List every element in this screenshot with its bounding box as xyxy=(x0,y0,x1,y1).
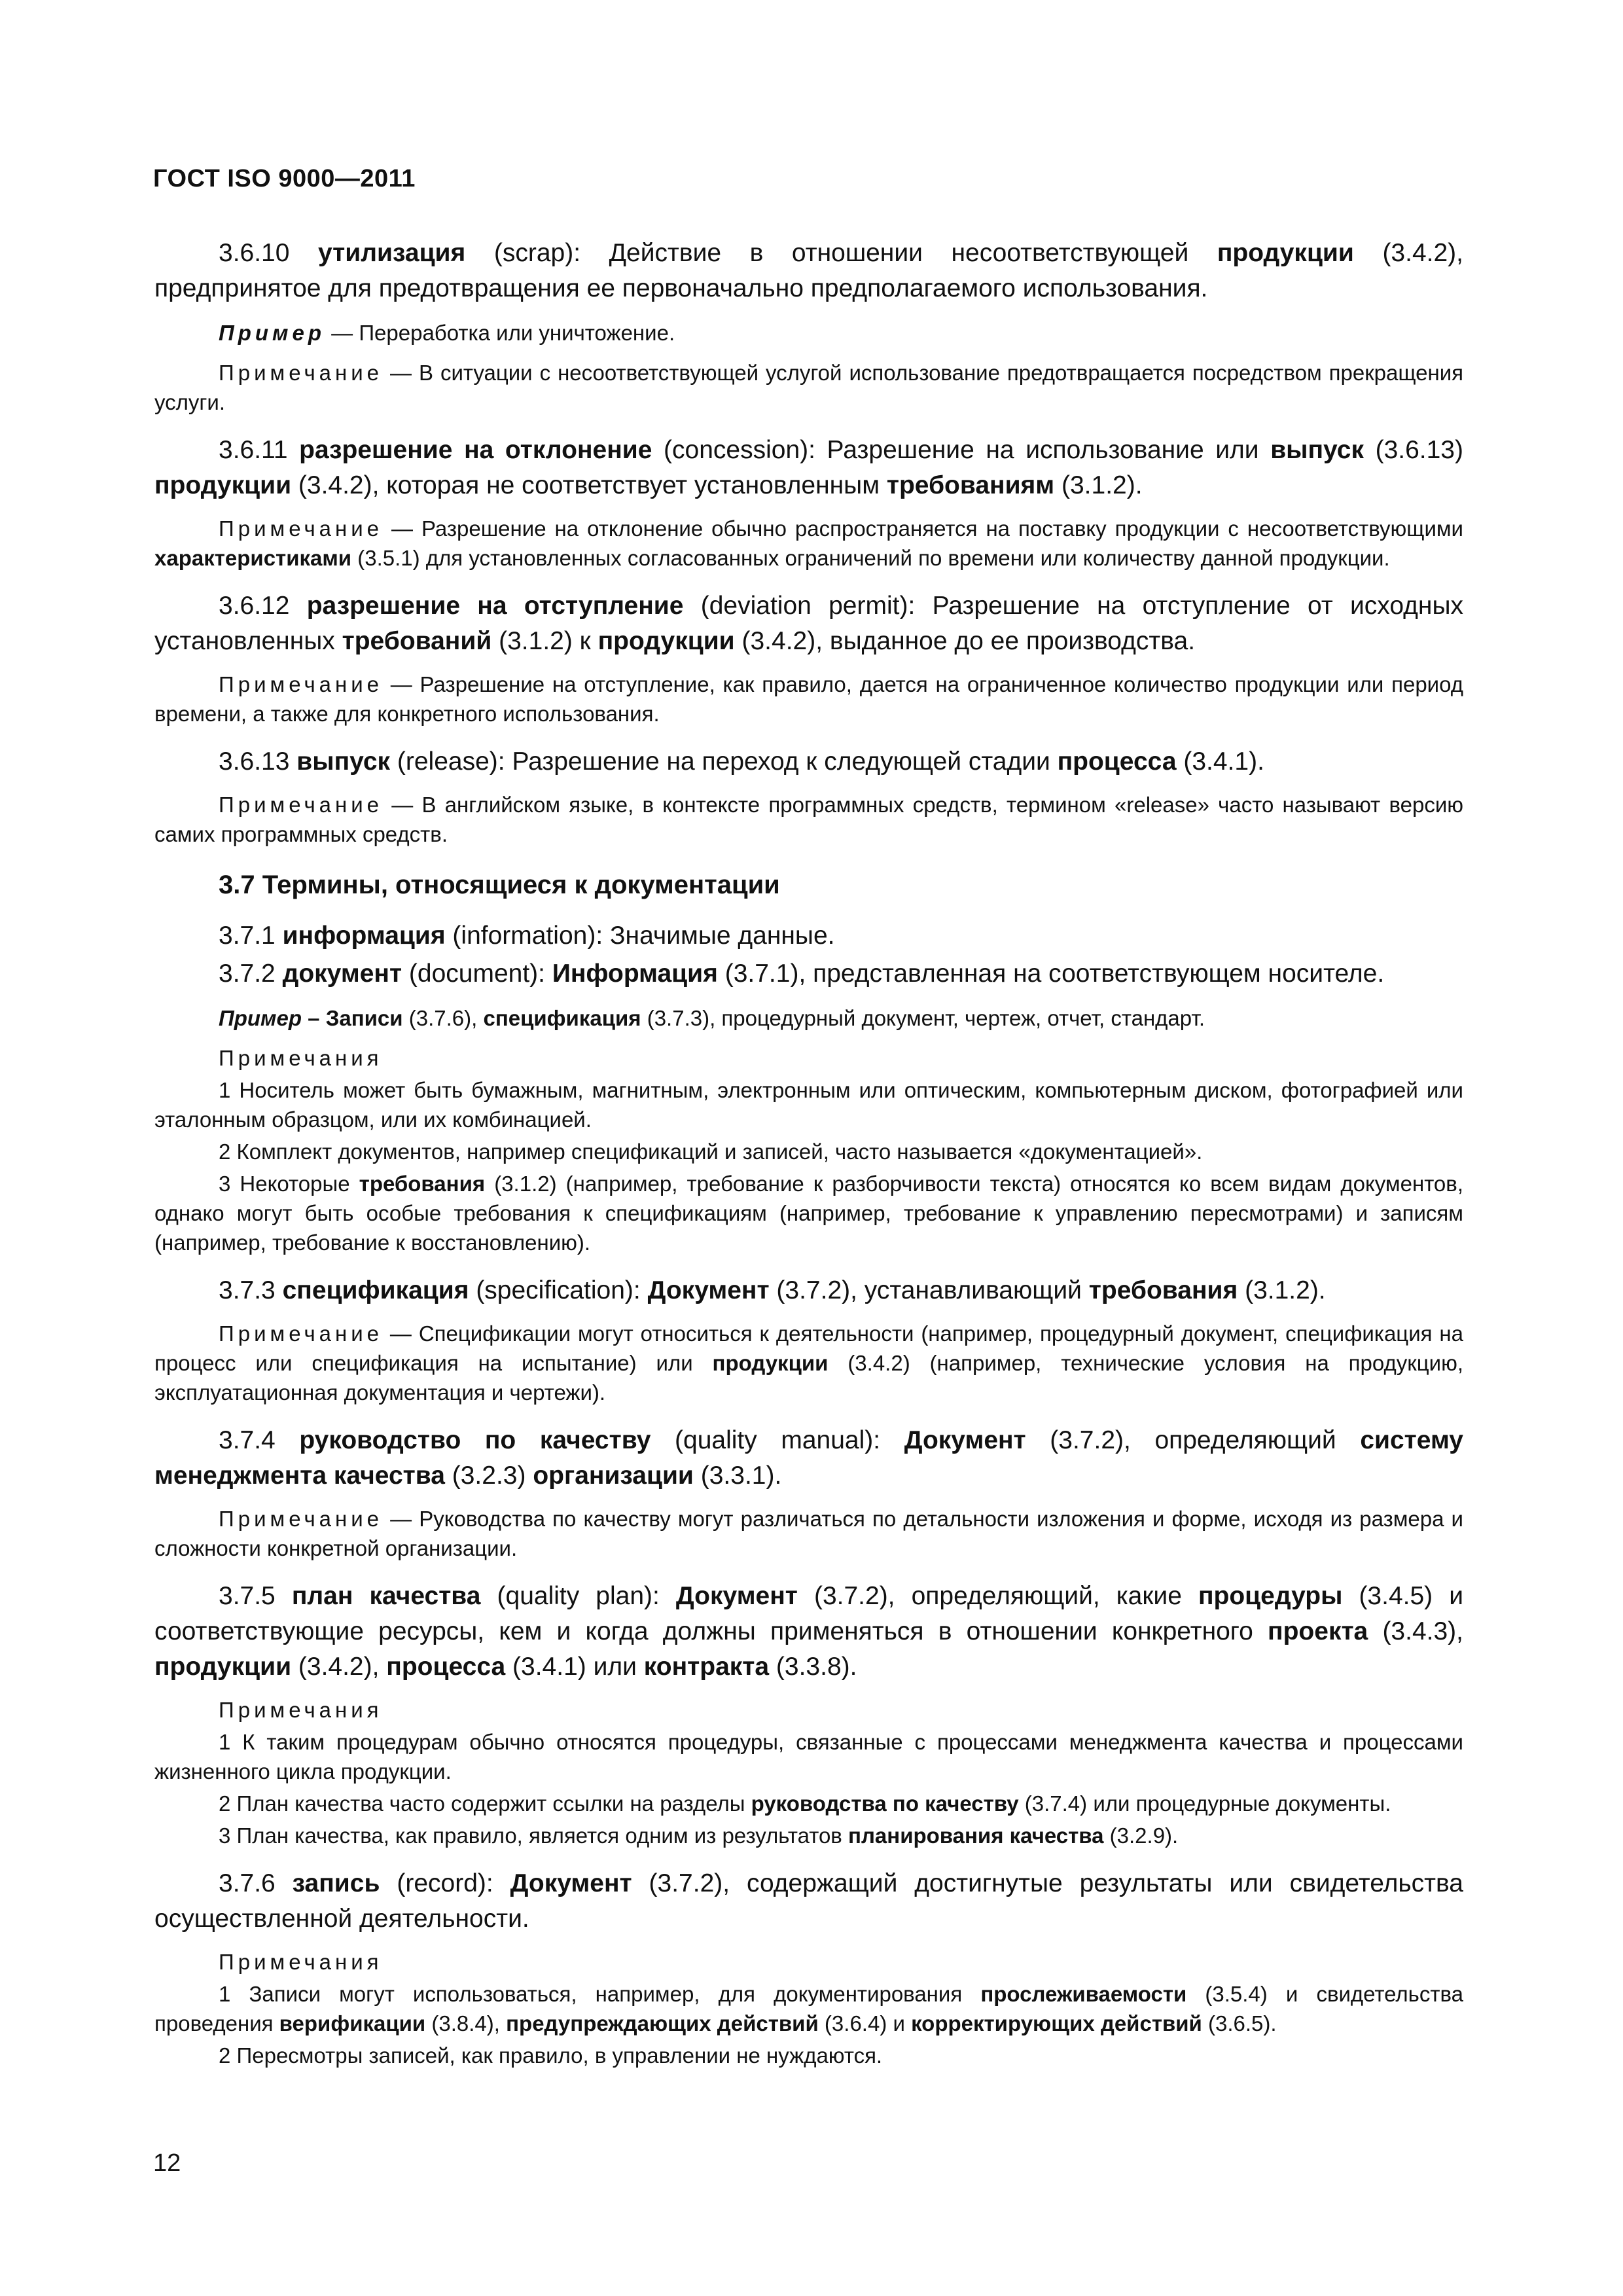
term-ref: продукции xyxy=(597,627,735,655)
term-text: (3.7.2), устанавливающий xyxy=(769,1276,1089,1304)
term-name: разрешение на отклонение xyxy=(299,436,652,464)
term-text: (3.3.8). xyxy=(769,1653,857,1681)
example-dash: – xyxy=(301,1006,326,1030)
term-text: (scrap): Действие в отношении несоответствующей xyxy=(465,239,1217,267)
note-item: 2 Пересмотры записей, как правило, в управлении не нуждаются. xyxy=(219,2043,883,2068)
term-text: (3.1.2). xyxy=(1054,471,1143,499)
note-item xyxy=(154,1979,1463,2038)
note-ref: предупреждающих действий xyxy=(506,2011,819,2036)
page-number: 12 xyxy=(153,2149,181,2177)
example-ref: Записи xyxy=(325,1006,403,1030)
term-ref: Документ xyxy=(647,1276,770,1304)
term-ref: Информация xyxy=(552,960,718,988)
note-item xyxy=(154,1789,1463,1818)
term-text: (quality plan): xyxy=(480,1582,676,1610)
term-name: план качества xyxy=(291,1582,481,1610)
note-text: (3.5.1) для установленных согласованных ограничений по времени или количеству данной продукции. xyxy=(351,546,1390,570)
note-text: — Разрешение на отступление, как правило, дается на ограниченное количество продукции или период времени, а также для конкретного использования. xyxy=(154,672,1463,726)
term-3-7-4 xyxy=(154,1423,1463,1494)
term-text: (document): xyxy=(402,960,552,988)
term-number: 3.6.11 xyxy=(219,436,300,464)
term-number: 3.7.6 xyxy=(219,1869,293,1897)
note-label: Примечание xyxy=(219,1321,383,1346)
term-3-7-3 xyxy=(154,1273,1463,1308)
term-ref: продукции xyxy=(1217,239,1354,267)
note-text: (3.4.2) (например, технические условия на продукцию, эксплуатационная документация и чертежи). xyxy=(154,1351,1463,1405)
note-3-6-11 xyxy=(154,514,1463,573)
term-number: 3.7.3 xyxy=(219,1276,283,1304)
term-ref: процесса xyxy=(1057,747,1177,776)
term-text: (concession): Разрешение на использование или xyxy=(652,436,1271,464)
note-text: (3.6.4) и xyxy=(818,2011,912,2036)
term-number: 3.7.4 xyxy=(219,1426,300,1454)
example-label: Пример xyxy=(219,321,325,345)
term-text: (3.7.2), содержащий достигнутые результаты или свидетельства осуществленной деятельности. xyxy=(154,1869,1463,1933)
note-item: 2 Комплект документов, например спецификаций и записей, часто называется «документацией». xyxy=(219,1139,1203,1164)
term-3-6-11 xyxy=(154,433,1463,503)
note-item xyxy=(154,1821,1463,1850)
term-ref: Документ xyxy=(510,1869,632,1897)
section-heading-3-7: 3.7 Термины, относящиеся к документации xyxy=(219,870,780,899)
note-item: 1 Носитель может быть бумажным, магнитным, электронным или оптическим, компьютерным диском, фотографией или эталонным образцом, или их комбинацией. xyxy=(154,1078,1463,1132)
term-text: (3.7.2), определяющий xyxy=(1026,1426,1361,1454)
term-text: (3.3.1). xyxy=(693,1462,782,1490)
note-3-7-3 xyxy=(154,1319,1463,1407)
term-number: 3.6.13 xyxy=(219,747,297,776)
term-text: (3.4.1). xyxy=(1176,747,1264,776)
note-ref: продукции xyxy=(712,1351,829,1375)
term-name: утилизация xyxy=(318,239,466,267)
note-text: 1 Записи могут использоваться, например, для документирования xyxy=(219,1982,981,2006)
note-ref: руководства по качеству xyxy=(751,1791,1019,1816)
note-item xyxy=(154,1169,1463,1257)
term-ref: требованиям xyxy=(886,471,1055,499)
term-3-6-13 xyxy=(154,744,1463,780)
term-text: (3.4.2), предпринятое для предотвращения ее первоначально предполагаемого использования. xyxy=(154,239,1463,302)
term-text: (3.4.2), выданное до ее производства. xyxy=(734,627,1196,655)
note-ref: требования xyxy=(359,1172,486,1196)
term-ref: требования xyxy=(1088,1276,1238,1304)
note-text: — В ситуации с несоответствующей услугой использование предотвращается посредством прекращения услуги. xyxy=(154,361,1463,414)
note-ref: прослеживаемости xyxy=(980,1982,1187,2006)
note-label: Примечание xyxy=(219,672,383,696)
term-name: документ xyxy=(282,960,402,988)
term-ref: требований xyxy=(342,627,492,655)
example-text: (3.7.6), xyxy=(402,1006,484,1030)
term-3-7-6 xyxy=(154,1866,1463,1937)
term-text: (3.6.13) xyxy=(1363,436,1463,464)
term-text: (3.7.1), представленная на соответствующем носителе. xyxy=(717,960,1385,988)
note-text: 2 План качества часто содержит ссылки на разделы xyxy=(219,1791,751,1816)
note-text: (3.2.9). xyxy=(1103,1823,1179,1848)
note-item: 1 К таким процедурам обычно относятся процедуры, связанные с процессами менеджмента качества и процессами жизненного цикла продукции. xyxy=(154,1730,1463,1784)
example-3-6-10 xyxy=(154,318,1463,348)
term-ref: Документ xyxy=(675,1582,798,1610)
term-3-6-12 xyxy=(154,588,1463,659)
example-label: Пример xyxy=(219,1006,302,1030)
term-text: (3.4.3), xyxy=(1368,1617,1463,1645)
note-text: (3.5.4) и свидетельства проведения xyxy=(154,1982,1463,2036)
note-text: 3 План качества, как правило, является одним из результатов xyxy=(219,1823,849,1848)
note-ref: планирования качества xyxy=(848,1823,1104,1848)
term-name: руководство по качеству xyxy=(299,1426,651,1454)
note-ref: верификации xyxy=(279,2011,426,2036)
term-name: запись xyxy=(292,1869,380,1897)
term-ref: систему менеджмента качества xyxy=(154,1426,1463,1490)
term-text: (3.1.2). xyxy=(1238,1276,1326,1304)
term-3-7-1 xyxy=(154,918,1463,954)
term-text: (3.7.2), определяющий, какие xyxy=(797,1582,1198,1610)
notes-title-3-7-6: Примечания xyxy=(219,1950,383,1974)
note-3-7-4 xyxy=(154,1504,1463,1563)
term-ref: процедуры xyxy=(1198,1582,1343,1610)
term-text: (record): xyxy=(380,1869,510,1897)
note-label: Примечание xyxy=(219,793,383,817)
term-3-7-2 xyxy=(154,956,1463,992)
note-text: (3.1.2) (например, требование к разборчивости текста) относятся ко всем видам документов, однако могут быть особые требования к спецификациям (например, требование к управлению пересмотрами) и записям (например, требование к восстановлению). xyxy=(154,1172,1463,1255)
term-text: (quality manual): xyxy=(651,1426,904,1454)
note-ref: корректирующих действий xyxy=(911,2011,1202,2036)
term-3-7-5 xyxy=(154,1579,1463,1685)
term-ref: выпуск xyxy=(1270,436,1364,464)
note-text: 3 Некоторые xyxy=(219,1172,359,1196)
term-text: (3.2.3) xyxy=(444,1462,533,1490)
note-text: (3.7.4) или процедурные документы. xyxy=(1018,1791,1391,1816)
note-3-6-10 xyxy=(154,358,1463,417)
note-text: — Спецификации могут относиться к деятельности (например, процедурный документ, спецификация на процесс или спецификация на испытание) или xyxy=(154,1321,1463,1375)
term-text: (3.4.2), xyxy=(291,1653,387,1681)
term-text: (3.4.2), которая не соответствует установленным xyxy=(291,471,887,499)
term-text: (deviation permit): Разрешение на отступление от исходных установленных xyxy=(154,592,1463,655)
term-ref: контракта xyxy=(643,1653,770,1681)
note-3-6-12 xyxy=(154,670,1463,728)
term-ref: процесса xyxy=(386,1653,506,1681)
term-text: (release): Разрешение на переход к следующей стадии xyxy=(390,747,1058,776)
term-number: 3.6.12 xyxy=(219,592,307,620)
note-label: Примечание xyxy=(219,516,383,541)
term-3-6-10 xyxy=(154,236,1463,306)
term-text: (specification): xyxy=(469,1276,648,1304)
note-text: (3.8.4), xyxy=(425,2011,507,2036)
example-ref: спецификация xyxy=(483,1006,641,1030)
term-number: 3.7.5 xyxy=(219,1582,292,1610)
term-number: 3.6.10 xyxy=(219,239,319,267)
notes-title-3-7-2: Примечания xyxy=(219,1046,383,1070)
note-text: (3.6.5). xyxy=(1202,2011,1277,2036)
notes-title-3-7-5: Примечания xyxy=(219,1698,383,1722)
term-ref: организации xyxy=(533,1462,694,1490)
note-text: — Руководства по качеству могут различаться по детальности изложения и форме, исходя из размера и сложности конкретной организации. xyxy=(154,1507,1463,1560)
term-name: информация xyxy=(282,922,446,950)
note-text: — Разрешение на отклонение обычно распространяется на поставку продукции с несоответствующими xyxy=(383,516,1463,541)
term-number: 3.7.2 xyxy=(219,960,283,988)
example-text: — Переработка или уничтожение. xyxy=(325,321,675,345)
term-ref: продукции xyxy=(154,1653,292,1681)
note-label: Примечание xyxy=(219,361,383,385)
example-3-7-2 xyxy=(154,1003,1463,1033)
term-name: разрешение на отступление xyxy=(306,592,684,620)
term-name: выпуск xyxy=(296,747,391,776)
note-label: Примечание xyxy=(219,1507,383,1531)
term-text: (3.4.1) или xyxy=(505,1653,644,1681)
term-ref: проекта xyxy=(1268,1617,1368,1645)
term-name: спецификация xyxy=(282,1276,469,1304)
term-text: (3.4.5) и соответствующие ресурсы, кем и когда должны применяться в отношении конкретного xyxy=(154,1582,1464,1645)
example-text: (3.7.3), процедурный документ, чертеж, отчет, стандарт. xyxy=(641,1006,1205,1030)
term-number: 3.7.1 xyxy=(219,922,283,950)
page-content xyxy=(154,236,1463,2070)
term-ref: Документ xyxy=(904,1426,1026,1454)
term-ref: продукции xyxy=(154,471,292,499)
page-header: ГОСТ ISO 9000—2011 xyxy=(153,165,416,192)
note-3-6-13 xyxy=(154,790,1463,849)
note-text: — В английском языке, в контексте программных средств, термином «release» часто называют версию самих программных средств. xyxy=(154,793,1463,846)
term-text: (information): Значимые данные. xyxy=(445,922,835,950)
term-text: (3.1.2) к xyxy=(491,627,598,655)
note-ref: характеристиками xyxy=(154,546,352,570)
